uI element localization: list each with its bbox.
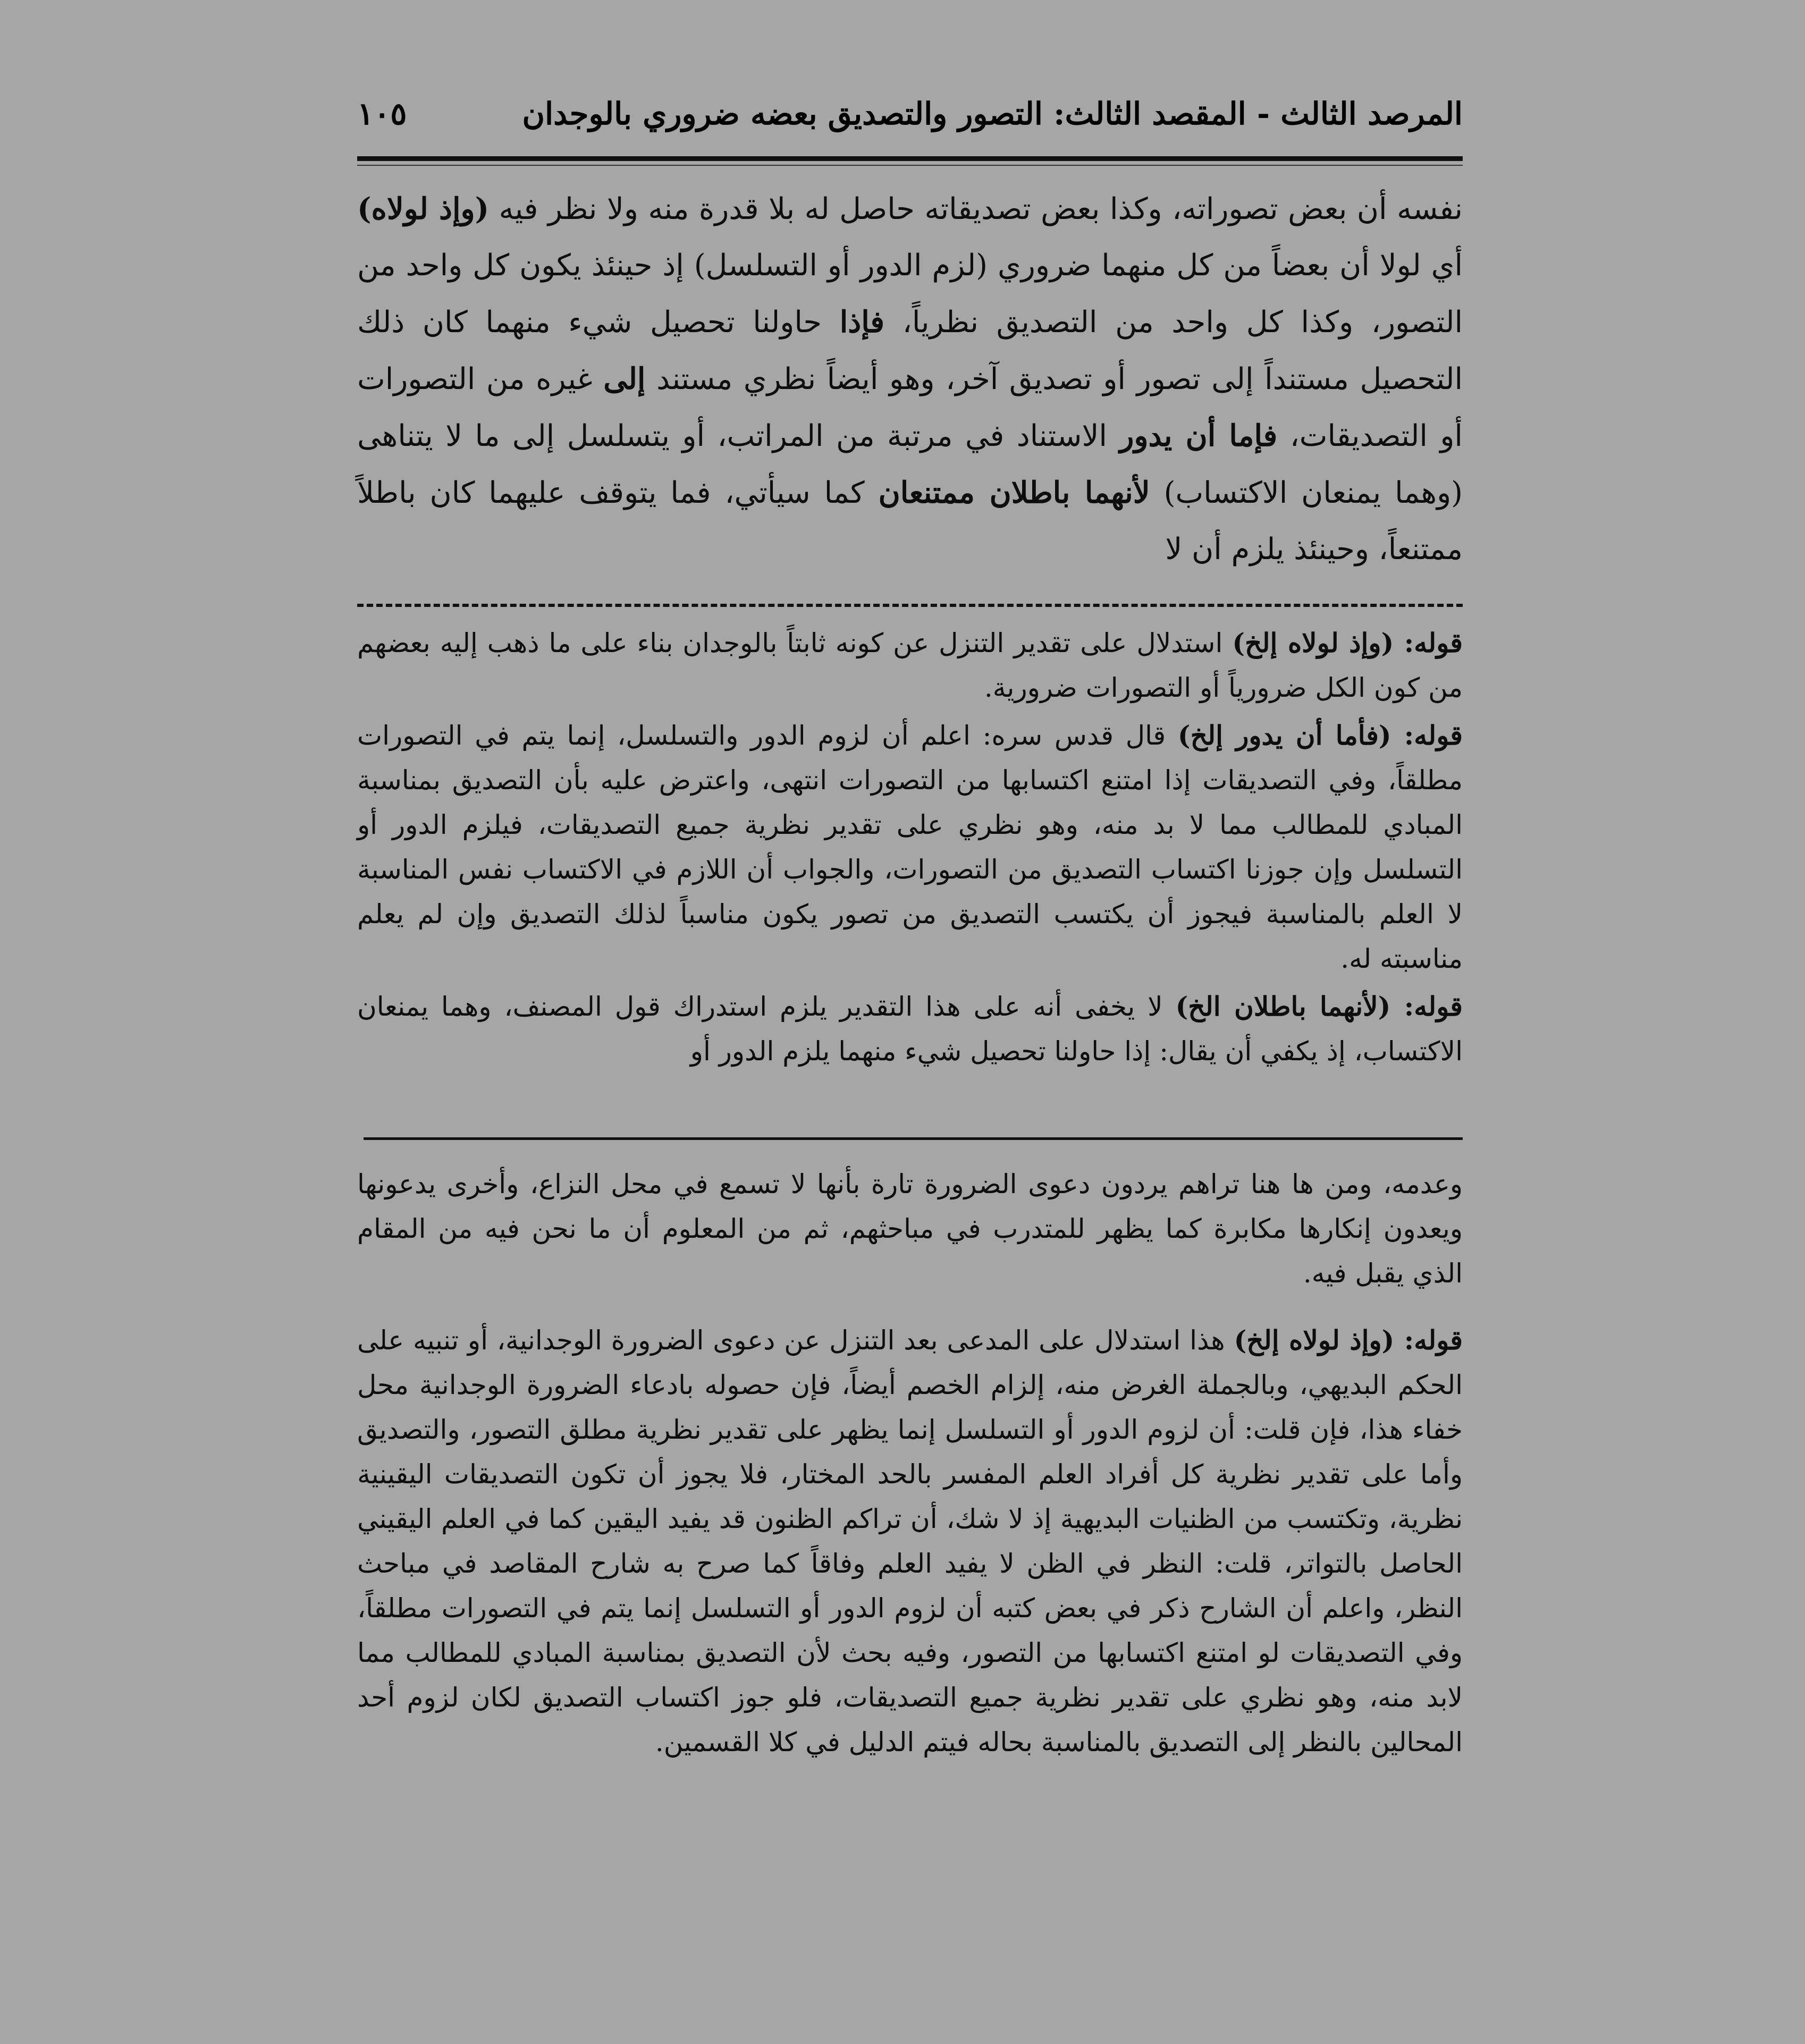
main-text-segment: أي لولا أن بعضاً من كل منهما ضروري (لزم الدور أو التسلسل) إذ حينئذ يكون كل واحد من التصور، وكذا كل واحد من التصديق نظرياً، [357,248,1463,340]
page-header [357,96,1463,154]
gloss-label: قوله: (وإذ لولاه إلخ) [1234,1324,1463,1356]
page-number: ١٠٥ [357,96,407,132]
gloss-label: قوله: (لأنهما باطلان الخ) [1175,991,1463,1022]
dashed-separator [357,604,1463,607]
main-text-segment: حاولنا تحصيل شيء منهما كان ذلك التحصيل مستنداً إلى تصور أو تصديق آخر، وهو أيضاً نظري مستند [357,305,1463,396]
gloss-text: هذا استدلال على المدعى بعد التنزل عن دعوى الضرورة الوجدانية، أو تنبيه على الحكم البديهي، وبالجملة الغرض منه، إلزام الخصم أيضاً، فإن حصوله بادعاء الضرورة الوجدانية محل خفاء هذا، فإن قلت: أن لزوم الدور أو التسلسل إنما يظهر على تقدير نظرية مطلق التصور، والتصديق وأما على تقدير نظرية كل أفراد العلم المفسر بالحد المختار، فلا يجوز أن تكون التصديقات اليقينية نظرية، وتكتسب من الظنيات البديهية إذ لا شك، أن تراكم الظنون قد يفيد اليقين كما في العلم اليقيني الحاصل بالتواتر، قلت: النظر في الظن لا يفيد العلم وفاقاً كما صرح به شارح المقاصد في مباحث النظر، واعلم أن الشارح ذكر في بعض كتبه أن لزوم الدور أو التسلسل إنما يتم في التصورات مطلقاً، وفي التصديقات لو امتنع اكتسابها من التصور، وفيه بحث لأن التصديق بمناسبة المبادي للمطالب مما لابد منه، وهو نظري على تقدير نظرية جميع التصديقات، فلو جوز اكتساب التصديق لكان لزوم أحد المحالين بالنظر إلى التصديق بالمناسبة بحاله فيتم الدليل في كلا القسمين. [357,1325,1463,1758]
gloss-entry [357,984,1463,1074]
running-title: المرصد الثالث - المقصد الثالث: التصور والتصديق بعضه ضروري بالوجدان [522,96,1463,132]
commentary-upper [357,621,1463,1074]
gloss-label: قوله: (وإذ لولاه إلخ) [1232,627,1463,658]
main-text-lemma: إلى [603,361,646,396]
gloss-continuation: وعدمه، ومن ها هنا تراهم يردون دعوى الضرورة تارة بأنها لا تسمع في محل النزاع، وأخرى يدعونها ويعدون إنكارها مكابرة كما يظهر للمتدرب في مباحثهم، ثم من المعلوم أن ما نحن فيه من المقام الذي يقبل فيه. [357,1169,1463,1289]
gloss-entry [357,1318,1463,1764]
gloss-entry [357,621,1463,710]
main-text-segment: الاستناد في مرتبة من المراتب، أو يتسلسل إلى ما لا يتناهى (وهما يمنعان الاكتساب) [357,419,1463,510]
header-rule [357,156,1463,161]
gloss-text: قال قدس سره: اعلم أن لزوم الدور والتسلسل، إنما يتم في التصورات مطلقاً، وفي التصديقات إذا امتنع اكتسابها من التصورات انتهى، واعترض عليه بأن التصديق بمناسبة المبادي للمطالب مما لا بد منه، وهو نظري على تقدير نظرية جميع التصديقات، فيلزم الدور أو التسلسل وإن جوزنا اكتساب التصديق من التصورات، والجواب أن اللازم في الاكتساب نفس المناسبة لا العلم بالمناسبة فيجوز أن يكتسب التصديق من تصور يكون مناسباً لذلك التصديق وإن لم يعلم مناسبته له. [357,720,1463,974]
main-text-segment: كما سيأتي، فما يتوقف عليهما كان باطلاً ممتنعاً، وحينئذ يلزم أن لا [357,476,1463,567]
main-text-lemma: لأنهما باطلان ممتنعان [878,475,1150,510]
main-text [357,181,1463,578]
main-text-segment: نفسه أن بعض تصوراته، وكذا بعض تصديقاته حاصل له بلا قدرة منه ولا نظر فيه [489,192,1463,226]
main-text-lemma: (وإذ لولاه) [357,191,490,226]
commentary-lower [357,1162,1463,1764]
main-text-segment: غيره من التصورات أو التصديقات، [357,362,1463,453]
gloss-label: قوله: (فأما أن يدور إلخ) [1177,720,1463,751]
main-text-lemma: فإما أن يدور [1119,418,1278,453]
gloss-text: لا يخفى أنه على هذا التقدير يلزم استدراك قول المصنف، وهما يمنعان الاكتساب، إذ يكفي أن يقال: إذا حاولنا تحصيل شيء منهما يلزم الدور أو [357,991,1463,1067]
gloss-text: استدلال على تقدير التنزل عن كونه ثابتاً بالوجدان بناء على ما ذهب إليه بعضهم من كون الكل ضرورياً أو التصورات ضرورية. [357,628,1463,703]
main-text-lemma: فإذا [839,305,885,340]
gloss-entry [357,713,1463,981]
solid-separator [364,1137,1463,1140]
main-paragraph [357,181,1463,578]
header-rule-thin [357,165,1463,166]
